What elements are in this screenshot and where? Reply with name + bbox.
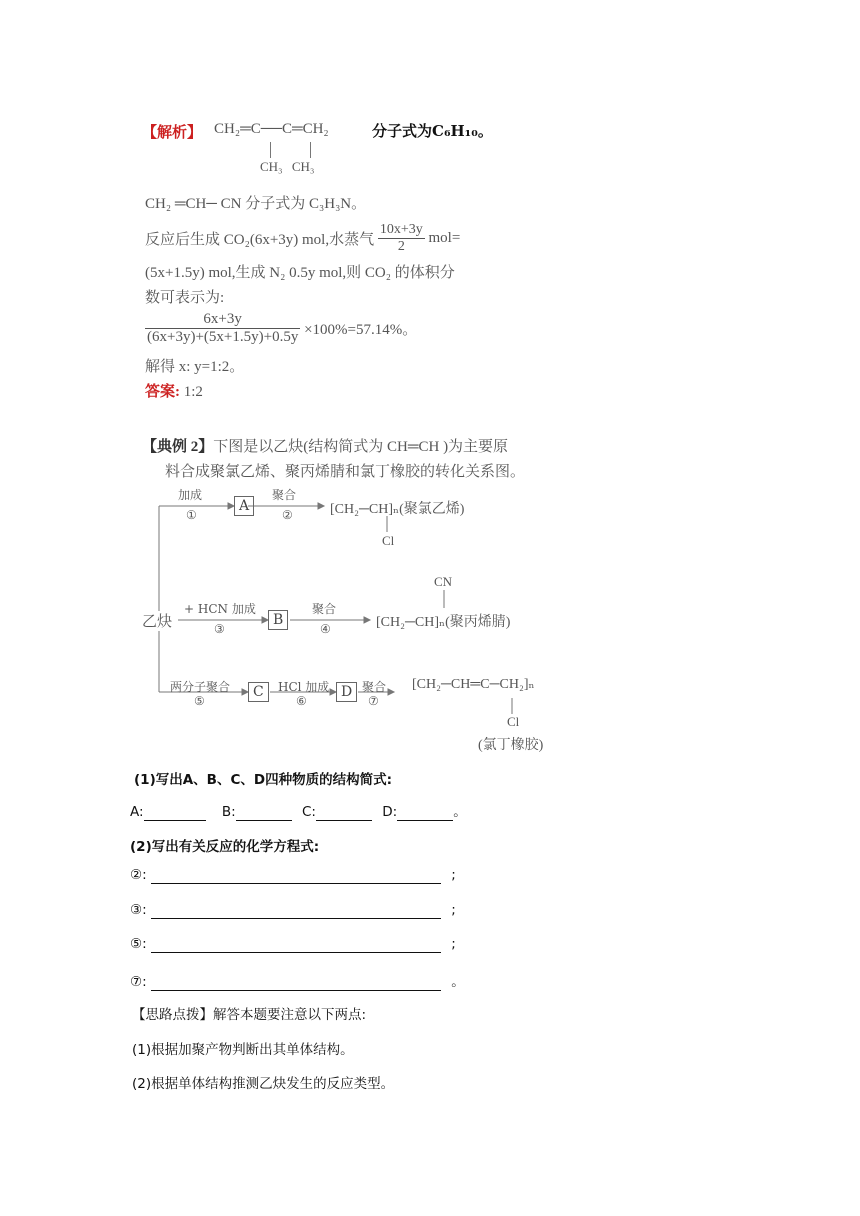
analysis-label: 【解析】 <box>142 125 203 141</box>
r2-num: ② <box>282 508 293 522</box>
r6-num: ⑥ <box>296 694 307 708</box>
r5-num: ⑤ <box>194 694 205 708</box>
equation-row-7 <box>130 970 465 991</box>
r1-label: 加成 <box>178 488 203 502</box>
equation-label: ⑦: <box>130 974 147 990</box>
blank-a[interactable] <box>144 804 206 821</box>
product-chloroprene: [CH₂─CH═C─CH₂]ₙ <box>412 677 535 692</box>
product-pvc-sub: Cl <box>382 533 395 548</box>
equation-denominator: (6x+3y)+(5x+1.5y)+0.5y <box>147 329 299 345</box>
reaction-diagram <box>142 486 592 756</box>
equation-row-5 <box>130 936 456 953</box>
r4-num: ④ <box>320 622 331 636</box>
line3-b: mol= <box>428 230 461 246</box>
analysis-line2: CH₂ ═CH─ CN 分子式为 C₃H₃N。 <box>145 196 367 212</box>
equation-end: ; <box>451 902 456 918</box>
r2-label: 聚合 <box>272 488 297 502</box>
vapor-fraction <box>378 222 425 255</box>
tips-point-1: (1)根据加聚产物判断出其单体结构。 <box>132 1042 354 1058</box>
solve-line: 解得 x: y=1:2。 <box>145 359 245 375</box>
example-title <box>142 435 508 456</box>
product-pan-top: CN <box>434 574 453 589</box>
box-d: D <box>336 682 357 702</box>
equation-label: ③: <box>130 902 147 918</box>
fraction-denominator: 2 <box>397 239 405 254</box>
equation-blank[interactable] <box>151 902 441 919</box>
isoprene-structure <box>214 121 329 138</box>
product-pan: [CH₂─CH]ₙ(聚丙烯腈) <box>376 615 511 630</box>
equation-row-2 <box>130 867 456 884</box>
answer-value: 1:2 <box>183 384 203 400</box>
blank-d-label: D: <box>382 804 398 820</box>
equation-rhs: ×100%=57.14%。 <box>304 322 418 338</box>
question-2: (2)写出有关反应的化学方程式: <box>130 839 320 855</box>
line3-a: 反应后生成 CO₂(6x+3y) mol,水蒸气 <box>145 232 375 248</box>
example-title-line2: 料合成聚氯乙烯、聚丙烯腈和氯丁橡胶的转化关系图。 <box>165 464 526 480</box>
analysis-block <box>142 121 202 142</box>
r5-label: 两分子聚合 <box>170 680 231 694</box>
answer-line <box>145 380 203 401</box>
blank-b-label: B: <box>221 804 236 820</box>
q1-end-mark: 。 <box>453 804 467 820</box>
blank-a-label: A: <box>130 804 144 820</box>
product-pvc: [CH₂─CH]ₙ(聚氯乙烯) <box>330 502 465 517</box>
example-label: 【典例 2】 <box>142 439 214 455</box>
volume-fraction-equation <box>145 311 417 346</box>
blank-c[interactable] <box>316 804 372 821</box>
box-c: C <box>248 682 269 702</box>
analysis-line4: (5x+1.5y) mol,生成 N₂ 0.5y mol,则 CO₂ 的体积分 <box>145 265 455 281</box>
equation-row-3 <box>130 902 456 919</box>
product-chloroprene-sub: Cl <box>507 714 520 729</box>
acetylene-start: 乙炔 <box>142 614 173 630</box>
example-title-line1: 下图是以乙炔(结构简式为 CH═CH )为主要原 <box>213 439 509 455</box>
bond-line <box>270 142 271 158</box>
blank-b[interactable] <box>236 804 292 821</box>
question-1-blanks <box>130 800 467 821</box>
r3-label: + HCN 加成 <box>184 602 256 616</box>
structure-main: CH₂═C──C═CH₂ <box>214 121 329 137</box>
equation-blank[interactable] <box>151 974 441 991</box>
fraction-numerator: 10x+3y <box>379 222 423 237</box>
r6-label: HCl 加成 <box>278 680 330 694</box>
box-a: A <box>234 496 254 516</box>
tips-title: 【思路点拨】解答本题要注意以下两点: <box>132 1007 367 1023</box>
equation-fraction <box>145 311 300 346</box>
equation-end: ; <box>451 867 456 883</box>
bond-line <box>310 142 311 158</box>
equation-blank[interactable] <box>151 867 441 884</box>
r7-num: ⑦ <box>368 694 379 708</box>
box-b: B <box>268 610 288 630</box>
equation-blank[interactable] <box>151 936 441 953</box>
r3-num: ③ <box>214 622 225 636</box>
formula-text: 分子式为C₆H₁₀。 <box>372 122 493 140</box>
answer-label: 答案: <box>145 384 180 400</box>
blank-c-label: C: <box>301 804 316 820</box>
equation-end: 。 <box>451 974 465 990</box>
question-1: (1)写出A、B、C、D四种物质的结构简式: <box>134 772 392 788</box>
equation-end: ; <box>451 936 456 952</box>
r4-label: 聚合 <box>312 602 337 616</box>
tips-point-2: (2)根据单体结构推测乙炔发生的反应类型。 <box>132 1076 395 1092</box>
blank-d[interactable] <box>397 804 453 821</box>
equation-numerator: 6x+3y <box>145 311 300 329</box>
r1-num: ① <box>186 508 197 522</box>
product-chloroprene-name: (氯丁橡胶) <box>478 738 544 753</box>
equation-label: ⑤: <box>130 936 147 952</box>
analysis-line3 <box>145 222 460 262</box>
equation-label: ②: <box>130 867 147 883</box>
r7-label: 聚合 <box>362 680 387 694</box>
structure-subs: CH₃ CH₃ <box>260 159 315 174</box>
analysis-line5: 数可表示为: <box>145 290 225 306</box>
diagram-lines <box>142 486 592 756</box>
